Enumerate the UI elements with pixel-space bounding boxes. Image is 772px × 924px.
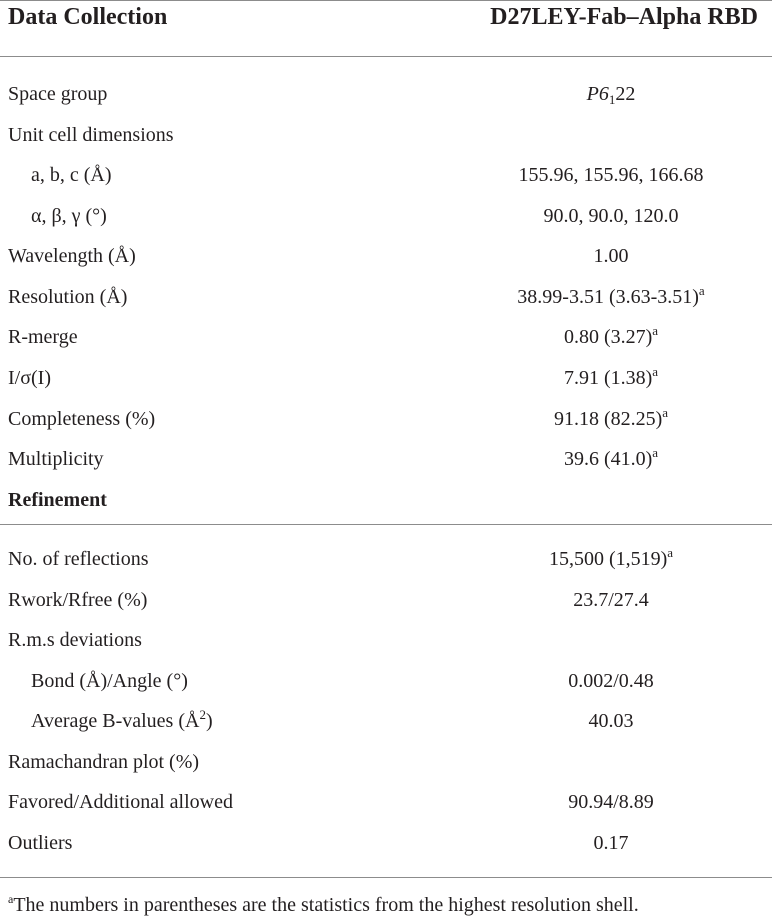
row-value: 90.94/8.89: [568, 791, 654, 813]
footnote-marker: a: [698, 283, 705, 298]
value-text: 38.99-3.51 (3.63-3.51): [517, 286, 699, 308]
row-label: Rwork/Rfree (%): [8, 589, 148, 611]
row-label: Resolution (Å): [8, 286, 128, 308]
table-row: [0, 486, 772, 526]
row-label: Space group: [8, 83, 108, 105]
table-footnote: [8, 892, 639, 918]
row-value: [461, 545, 761, 573]
row-value: 23.7/27.4: [573, 589, 649, 611]
row-label: R.m.s deviations: [8, 629, 142, 651]
row-value: [461, 445, 761, 473]
row-label: Outliers: [8, 832, 73, 854]
table-row: [0, 121, 772, 161]
refinement-heading: Refinement: [8, 489, 107, 511]
footnote-mark: a: [8, 892, 14, 906]
header-sample-name: D27LEY-Fab–Alpha RBD: [490, 4, 758, 30]
row-value: [461, 283, 761, 311]
table-row: [0, 667, 772, 707]
value-text: 39.6 (41.0): [563, 448, 653, 470]
table-row: [0, 445, 772, 485]
row-label: No. of reflections: [8, 548, 149, 570]
footnote-marker: a: [652, 445, 659, 460]
label-text: Average B-values (Å: [31, 710, 200, 732]
table-row: [0, 788, 772, 828]
table-row: [0, 586, 772, 626]
table-row: [0, 626, 772, 666]
space-group-symbol: P6: [586, 83, 609, 105]
table-header: [0, 0, 772, 40]
row-label: R-merge: [8, 326, 78, 348]
header-data-collection: Data Collection: [8, 4, 168, 30]
row-value: 1.00: [593, 245, 629, 267]
label-superscript: 2: [199, 707, 206, 722]
table-row: [0, 80, 772, 120]
row-value: 155.96, 155.96, 166.68: [518, 164, 704, 186]
bottom-rule: [0, 877, 772, 878]
table-row: [0, 829, 772, 869]
footnote-marker: a: [652, 364, 659, 379]
label-tail: ): [205, 710, 213, 732]
space-group-subscript: 1: [608, 92, 616, 107]
row-label: α, β, γ (°): [31, 205, 107, 227]
table-row: [0, 283, 772, 323]
row-label: I/σ(I): [8, 367, 51, 389]
table-row: [0, 364, 772, 404]
value-text: 15,500 (1,519): [548, 548, 668, 570]
table-row: [0, 242, 772, 282]
header-rule: [0, 56, 772, 57]
footnote-text: The numbers in parentheses are the statistics from the highest resolution shell.: [13, 894, 639, 916]
row-value: [461, 364, 761, 392]
table-row: [0, 545, 772, 585]
row-label: a, b, c (Å): [31, 164, 112, 186]
row-value: [461, 80, 761, 108]
section-rule: [0, 524, 772, 525]
row-label: Bond (Å)/Angle (°): [31, 670, 188, 692]
footnote-marker: a: [662, 405, 669, 420]
table-row: [0, 202, 772, 242]
row-value: 40.03: [588, 710, 634, 732]
footnote-marker: a: [652, 323, 659, 338]
table-row: [0, 405, 772, 445]
row-value: 0.002/0.48: [568, 670, 654, 692]
value-text: 0.80 (3.27): [563, 326, 653, 348]
row-label: Completeness (%): [8, 408, 156, 430]
row-value: 0.17: [593, 832, 629, 854]
table-row: [0, 748, 772, 788]
row-value: 90.0, 90.0, 120.0: [543, 205, 679, 227]
footnote-marker: a: [667, 545, 674, 560]
table-row: [0, 323, 772, 363]
row-label: Ramachandran plot (%): [8, 751, 200, 773]
value-text: 7.91 (1.38): [563, 367, 653, 389]
value-text: 91.18 (82.25): [553, 408, 663, 430]
row-value: [461, 405, 761, 433]
row-label: Multiplicity: [8, 448, 104, 470]
space-group-tail: 22: [615, 83, 636, 105]
row-value: [461, 323, 761, 351]
table-row: [0, 161, 772, 201]
row-label: Wavelength (Å): [8, 245, 136, 267]
table-row: [0, 707, 772, 747]
row-label: Unit cell dimensions: [8, 124, 174, 146]
row-label: [31, 707, 213, 735]
row-label: Favored/Additional allowed: [8, 791, 233, 813]
